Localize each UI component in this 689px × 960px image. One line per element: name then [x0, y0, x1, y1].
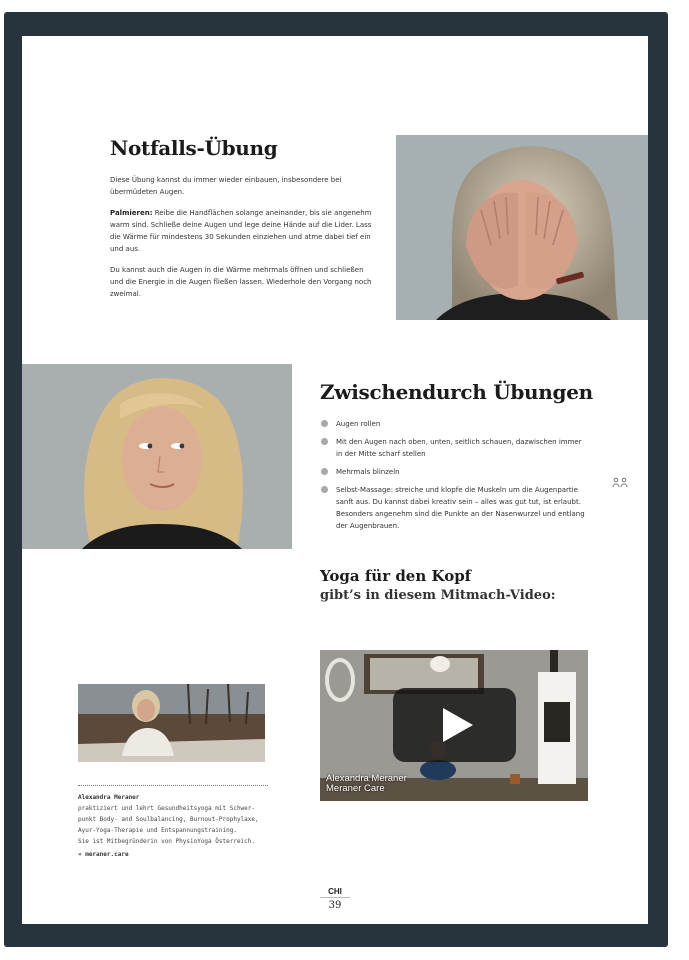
author-bio	[78, 792, 288, 860]
notfalls-title: Notfalls-Übung	[110, 136, 278, 160]
bio-line: punkt Body- and Soulbalancing, Burnout-Prophylaxe,	[78, 816, 259, 823]
magazine-page	[22, 36, 648, 924]
list-item: Mehrmals blinzeln	[320, 466, 586, 478]
photo-palming	[396, 135, 648, 320]
bio-line: Sie ist Mitbegründerin von PhysioYoga Österreich.	[78, 838, 256, 845]
yoga-title: Yoga für den Kopf	[320, 567, 472, 585]
notfalls-closing: Du kannst auch die Augen in die Wärme mehrmals öffnen und schließen und die Energie in die Augen fließen lassen. Wiederhole den Vorgang noch zweimal.	[110, 266, 372, 298]
photo-author-outdoor	[78, 684, 265, 762]
video-caption-line: Meraner Care	[326, 783, 385, 794]
photo-eye-exercise	[22, 364, 292, 549]
bio-divider	[78, 785, 268, 786]
author-link[interactable]: » meraner.care	[78, 851, 129, 858]
bio-line: praktiziert und lehrt Gesundheitsyoga mit Schwer-	[78, 805, 256, 812]
play-icon	[393, 688, 516, 762]
palming-text: Reibe die Handflächen solange aneinander, bis sie angenehm warm sind. Schließe deine Augen und lege deine Hände auf die Lider. Lass die Wärme für mindestens 30 Sekunden einziehen und atme dabei tief ein und aus.	[110, 209, 372, 253]
palming-label: Palmieren:	[110, 209, 153, 217]
bio-line: Ayur-Yoga-Therapie und Entspannungstraining.	[78, 827, 237, 834]
play-button[interactable]	[393, 688, 516, 762]
zwischendurch-list	[320, 418, 586, 538]
list-item: Selbst-Massage: streiche und klopfe die Muskeln um die Augenpartie sanft aus. Du kannst dabei kreativ sein – alles was gut tut, ist erlaubt. Besonders angenehm sind die Punkte an der Nasenwurzel und entlang der Augenbrauen.	[320, 484, 586, 532]
footer-brand: CHI	[320, 887, 350, 898]
notfalls-text	[110, 174, 372, 309]
author-name: Alexandra Meraner	[78, 794, 140, 801]
video-caption-line: Alexandra Meraner	[326, 773, 407, 784]
list-item: Mit den Augen nach oben, unten, seitlich schauen, dazwischen immer in der Mitte scharf stellen	[320, 436, 586, 460]
zwischendurch-title: Zwischendurch Übungen	[320, 380, 593, 404]
video-player[interactable]	[320, 650, 588, 801]
yoga-subtitle: gibt’s in diesem Mitmach-Video:	[320, 588, 556, 603]
notfalls-palming	[110, 207, 372, 255]
notfalls-intro: Diese Übung kannst du immer wieder einbauen, insbesondere bei übermüdeten Augen.	[110, 176, 342, 196]
page-number: 39	[328, 900, 342, 911]
list-item: Augen rollen	[320, 418, 586, 430]
video-caption	[326, 774, 407, 794]
people-group-icon	[612, 476, 628, 488]
